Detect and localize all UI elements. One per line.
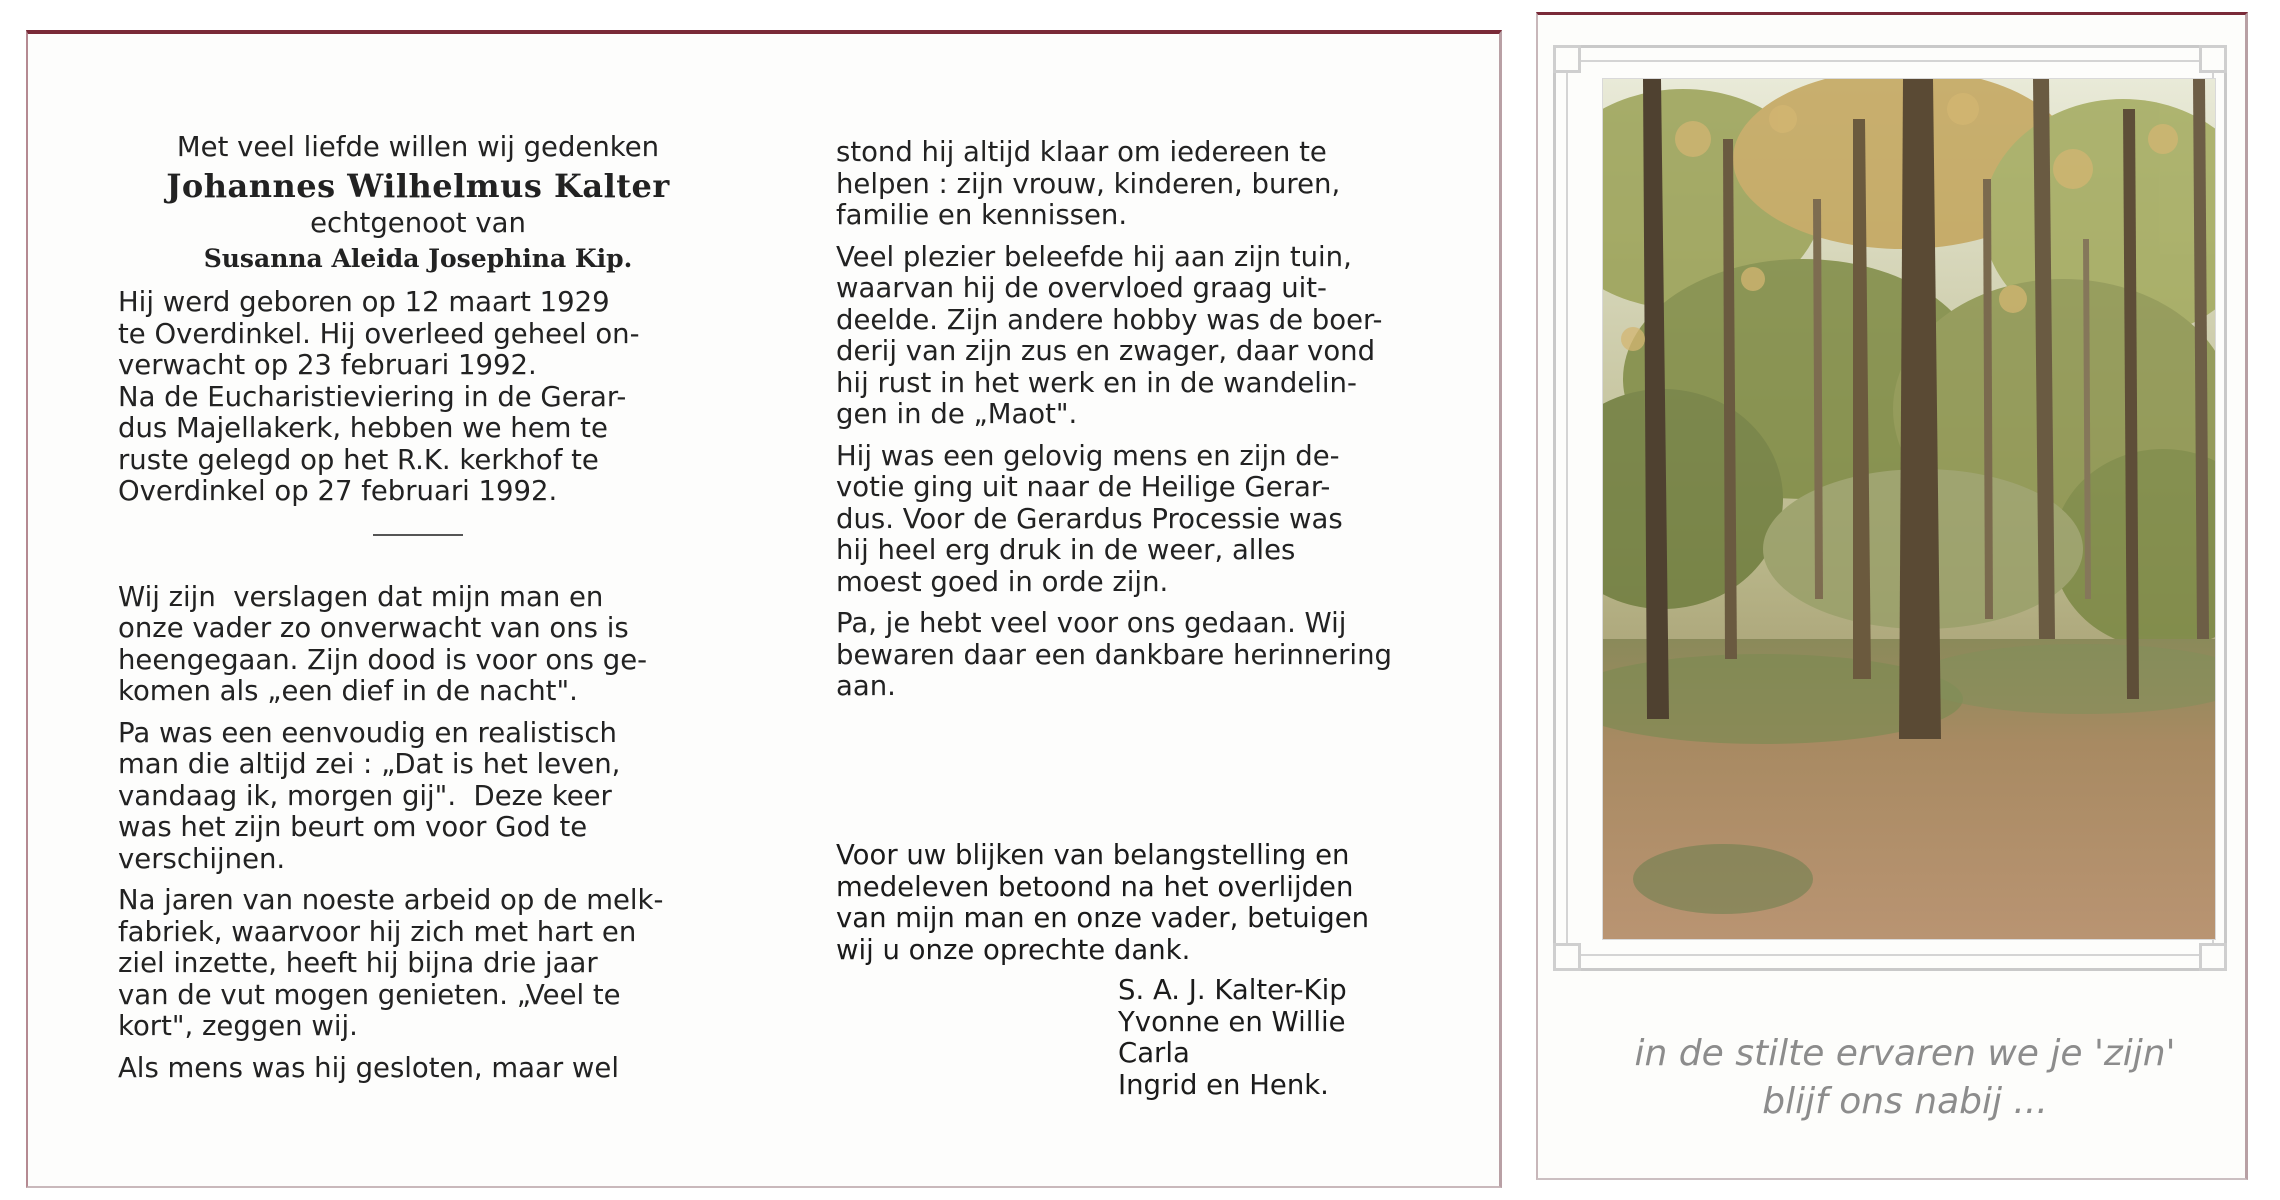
signer: Ingrid en Henk. <box>1118 1068 1329 1101</box>
text-line: Pa was een eenvoudig en realistisch <box>118 716 617 749</box>
text-line: van mijn man en onze vader, betuigen <box>836 902 1370 934</box>
bio-line: ruste gelegd op het R.K. kerkhof te <box>118 443 599 476</box>
bio-line: Na de Eucharistieviering in de Gerar- <box>118 380 627 413</box>
text-line: van de vut mogen genieten. „Veel te <box>118 978 621 1011</box>
frame-corner <box>2199 45 2227 73</box>
text-line: Hij was een gelovig mens en zijn de- <box>836 439 1340 472</box>
text-line: onze vader zo onverwacht van ons is <box>118 612 629 644</box>
signers-list <box>1118 975 1347 1101</box>
bio-line: dus Majellakerk, hebben we hem te <box>118 412 608 444</box>
cover-quote <box>1560 1030 2250 1126</box>
bio-line: te Overdinkel. Hij overleed geheel on- <box>118 317 640 350</box>
text-line: aan. <box>836 670 896 702</box>
text-line: hij rust in het werk en in de wandelin- <box>836 366 1357 399</box>
text-line: Veel plezier beleefde hij aan zijn tuin, <box>836 240 1352 273</box>
signer: Yvonne en Willie <box>1118 1005 1346 1038</box>
text-line: heengegaan. Zijn dood is voor ons ge- <box>118 643 648 676</box>
text-line: fabriek, waarvoor hij zich met hart en <box>118 915 637 948</box>
text-line: derij van zijn zus en zwager, daar vond <box>836 335 1376 367</box>
signer: Carla <box>1118 1037 1190 1069</box>
forest-photo <box>1602 78 2216 940</box>
frame-corner <box>2199 943 2227 971</box>
text-line: helpen : zijn vrouw, kinderen, buren, <box>836 167 1341 200</box>
spouse-name: Susanna Aleida Josephina Kip. <box>203 244 633 273</box>
text-line: vandaag ik, morgen gij". Deze keer <box>118 779 612 812</box>
text-line: wij u onze oprechte dank. <box>836 933 1191 966</box>
text-line: votie ging uit naar de Heilige Gerar- <box>836 471 1331 503</box>
thanks-paragraph <box>836 840 1369 966</box>
quote-line: blijf ons nabij ... <box>1762 1081 2048 1122</box>
text-line: komen als „een dief in de nacht". <box>118 675 578 707</box>
section-divider <box>373 534 463 536</box>
text-line: Wij zijn verslagen dat mijn man en <box>118 580 604 613</box>
text-line: Als mens was hij gesloten, maar wel <box>118 1051 619 1084</box>
text-line: stond hij altijd klaar om iedereen te <box>836 136 1327 168</box>
relation-line: echtgenoot van <box>310 206 526 239</box>
text-line: familie en kennissen. <box>836 199 1128 231</box>
text-line: ziel inzette, heeft hij bijna drie jaar <box>118 947 598 979</box>
text-line: verschijnen. <box>118 842 286 875</box>
text-line: deelde. Zijn andere hobby was de boer- <box>836 303 1383 336</box>
text-line: moest goed in orde zijn. <box>836 565 1169 598</box>
text-line: bewaren daar een dankbare herinnering <box>836 638 1392 671</box>
text-line: man die altijd zei : „Dat is het leven, <box>118 748 621 780</box>
frame-corner <box>1553 45 1581 73</box>
frame-corner <box>1553 943 1581 971</box>
text-line: hij heel erg druk in de weer, alles <box>836 534 1296 566</box>
text-line: Pa, je hebt veel voor ons gedaan. Wij <box>836 607 1347 639</box>
middle-text-column <box>836 137 1456 703</box>
intro-line: Met veel liefde willen wij gedenken <box>176 131 660 163</box>
text-line: was het zijn beurt om voor God te <box>118 811 588 843</box>
text-line: Voor uw blijken van belangstelling en <box>836 839 1350 871</box>
quote-line: in de stilte ervaren we je 'zijn' <box>1634 1033 2176 1074</box>
signer: S. A. J. Kalter-Kip <box>1118 974 1347 1006</box>
deceased-name: Johannes Wilhelmus Kalter <box>166 166 670 205</box>
bio-line: Hij werd geboren op 12 maart 1929 <box>118 286 610 318</box>
bio-line: verwacht op 23 februari 1992. <box>118 349 537 381</box>
text-line: dus. Voor de Gerardus Processie was <box>836 502 1343 535</box>
bio-line: Overdinkel op 27 februari 1992. <box>118 475 558 507</box>
text-line: Na jaren van noeste arbeid op de melk- <box>118 884 664 916</box>
text-line: medeleven betoond na het overlijden <box>836 870 1354 903</box>
text-line: kort", zeggen wij. <box>118 1010 358 1042</box>
left-text-column <box>118 132 718 1084</box>
text-line: gen in de „Maot". <box>836 398 1078 430</box>
text-line: waarvan hij de overvloed graag uit- <box>836 272 1327 304</box>
